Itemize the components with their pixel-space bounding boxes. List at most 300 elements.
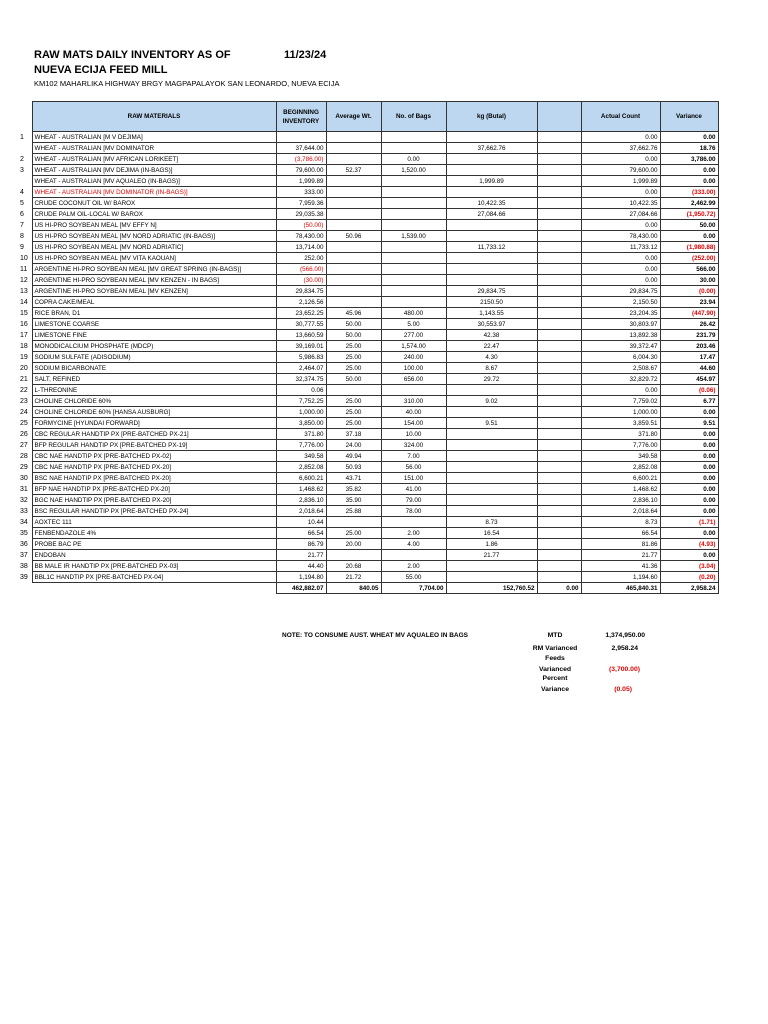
- table-row: [18, 429, 718, 440]
- row-actual: 7,776.00: [581, 440, 660, 451]
- row-number: 15: [20, 309, 28, 317]
- row-kg: [446, 187, 537, 198]
- row-average: [326, 198, 381, 209]
- row-number: 29: [20, 463, 28, 471]
- row-material: CBC NAE HANDTIP PX [PRE-BATCHED PX-02]: [32, 451, 276, 462]
- table-row: [18, 572, 718, 583]
- row-bags: [381, 264, 446, 275]
- row-bags: 0.00: [381, 154, 446, 165]
- row-variance: (1,980.88): [660, 242, 718, 253]
- row-blank: [537, 165, 581, 176]
- row-bags: 151.00: [381, 473, 446, 484]
- row-actual: 11,733.12: [581, 242, 660, 253]
- row-material: FENBENDAZOLE 4%: [32, 528, 276, 539]
- row-average: [326, 176, 381, 187]
- row-actual: 37,662.76: [581, 143, 660, 154]
- row-blank: [537, 462, 581, 473]
- row-number: 3: [20, 166, 24, 174]
- row-number: 34: [20, 518, 28, 526]
- row-average: 25.00: [326, 407, 381, 418]
- row-kg: 1,143.55: [446, 308, 537, 319]
- row-number: 20: [20, 364, 28, 372]
- row-material: US HI-PRO SOYBEAN MEAL [MV NORD ADRIATIC (IN-BAGS)]: [32, 231, 276, 242]
- row-bags: 480.00: [381, 308, 446, 319]
- row-material: MONODICALCIUM PHOSPHATE (MDCP): [32, 341, 276, 352]
- row-beginning: 39,169.01: [276, 341, 326, 352]
- row-number: 38: [20, 562, 28, 570]
- row-number: 26: [20, 430, 28, 438]
- row-beginning: (30.00): [276, 275, 326, 286]
- row-kg: [446, 572, 537, 583]
- row-actual: 7,759.02: [581, 396, 660, 407]
- row-material: WHEAT - AUSTRALIAN [M V DEJIMA]: [32, 132, 276, 143]
- row-bags: [381, 132, 446, 143]
- row-actual: 1,194.60: [581, 572, 660, 583]
- row-beginning: [276, 132, 326, 143]
- row-average: 25.00: [326, 341, 381, 352]
- row-variance: 0.00: [660, 429, 718, 440]
- total-kg: 152,760.52: [446, 583, 537, 594]
- row-variance: (1,950.72): [660, 209, 718, 220]
- row-average: 25.00: [326, 352, 381, 363]
- row-average: 25.88: [326, 506, 381, 517]
- col-kg-butal: kg (Butal): [446, 102, 537, 132]
- row-average: 35.82: [326, 484, 381, 495]
- row-beginning: 32,374.75: [276, 374, 326, 385]
- row-variance: (0.06): [660, 385, 718, 396]
- row-beginning: (566.00): [276, 264, 326, 275]
- row-material: SODIUM BICARBONATE: [32, 363, 276, 374]
- table-row: [18, 341, 718, 352]
- row-actual: 41.36: [581, 561, 660, 572]
- row-material: CHOLINE CHLORIDE 60%: [32, 396, 276, 407]
- row-material: WHEAT - AUSTRALIAN [MV DOMINATOR: [32, 143, 276, 154]
- row-bags: 277.00: [381, 330, 446, 341]
- table-row: [18, 165, 718, 176]
- row-material: ARGENTINE HI-PRO SOYBEAN MEAL [MV GREAT SPRING (IN-BAGS)]: [32, 264, 276, 275]
- row-beginning: 1,194.80: [276, 572, 326, 583]
- row-average: 50.93: [326, 462, 381, 473]
- row-actual: 349.58: [581, 451, 660, 462]
- row-material: US HI-PRO SOYBEAN MEAL [MV EFFY N]: [32, 220, 276, 231]
- row-number: 24: [20, 408, 28, 416]
- col-average-wt: Average Wt.: [326, 102, 381, 132]
- table-header-row: [18, 102, 718, 132]
- row-blank: [537, 407, 581, 418]
- col-no-of-bags: No. of Bags: [381, 102, 446, 132]
- row-kg: [446, 132, 537, 143]
- row-average: 35.90: [326, 495, 381, 506]
- row-blank: [537, 154, 581, 165]
- row-average: [326, 517, 381, 528]
- row-material: CRUDE COCONUT OIL W/ BAROX: [32, 198, 276, 209]
- table-row: [18, 220, 718, 231]
- row-kg: 29.72: [446, 374, 537, 385]
- total-beginning: 462,882.07: [276, 583, 326, 594]
- row-average: [326, 286, 381, 297]
- row-actual: 3,859.51: [581, 418, 660, 429]
- table-row: [18, 451, 718, 462]
- row-actual: 27,084.66: [581, 209, 660, 220]
- table-row: [18, 253, 718, 264]
- row-kg: 37,662.76: [446, 143, 537, 154]
- table-row: [18, 374, 718, 385]
- table-row: [18, 209, 718, 220]
- row-actual: 1,999.89: [581, 176, 660, 187]
- row-average: 52.37: [326, 165, 381, 176]
- row-variance: 0.00: [660, 231, 718, 242]
- row-bags: [381, 209, 446, 220]
- row-variance: 0.00: [660, 165, 718, 176]
- consume-note: NOTE: TO CONSUME AUST. WHEAT MV AQUALEO IN BAGS: [282, 632, 468, 639]
- row-beginning: 7,752.25: [276, 396, 326, 407]
- row-blank: [537, 451, 581, 462]
- row-beginning: 3,850.00: [276, 418, 326, 429]
- table-row: [18, 154, 718, 165]
- row-bags: [381, 198, 446, 209]
- row-kg: 27,084.66: [446, 209, 537, 220]
- row-blank: [537, 231, 581, 242]
- row-blank: [537, 275, 581, 286]
- row-material: LIMESTONE COARSE: [32, 319, 276, 330]
- report-title: RAW MATS DAILY INVENTORY AS OF: [34, 49, 231, 61]
- row-beginning: 10.44: [276, 517, 326, 528]
- row-kg: [446, 440, 537, 451]
- row-number: 6: [20, 210, 24, 218]
- row-variance: 0.00: [660, 484, 718, 495]
- row-average: 49.94: [326, 451, 381, 462]
- table-row: [18, 528, 718, 539]
- row-bags: 55.00: [381, 572, 446, 583]
- row-kg: [446, 275, 537, 286]
- mill-address: KM102 MAHARLIKA HIGHWAY BRGY MAGPAPALAYOK SAN LEONARDO, NUEVA ECIJA: [34, 79, 340, 88]
- row-actual: 6,004.30: [581, 352, 660, 363]
- row-bags: [381, 176, 446, 187]
- row-material: ENDOBAN: [32, 550, 276, 561]
- row-variance: 203.46: [660, 341, 718, 352]
- row-bags: [381, 517, 446, 528]
- col-beginning-inventory: BEGINNING INVENTORY: [276, 102, 326, 132]
- row-bags: 56.00: [381, 462, 446, 473]
- row-material: WHEAT - AUSTRALIAN [MV DEJIMA (IN-BAGS)]: [32, 165, 276, 176]
- row-beginning: 37,644.00: [276, 143, 326, 154]
- row-blank: [537, 176, 581, 187]
- total-average: 840.05: [326, 583, 381, 594]
- table-row: [18, 550, 718, 561]
- row-blank: [537, 550, 581, 561]
- row-average: [326, 220, 381, 231]
- row-average: [326, 297, 381, 308]
- row-blank: [537, 473, 581, 484]
- row-average: 45.96: [326, 308, 381, 319]
- row-actual: 1,468.62: [581, 484, 660, 495]
- row-kg: 2150.50: [446, 297, 537, 308]
- row-bags: [381, 253, 446, 264]
- row-bags: 324.00: [381, 440, 446, 451]
- row-number: 2: [20, 155, 24, 163]
- row-kg: [446, 231, 537, 242]
- row-average: 21.72: [326, 572, 381, 583]
- row-kg: 16.54: [446, 528, 537, 539]
- row-material: US HI-PRO SOYBEAN MEAL [MV NORD ADRIATIC]: [32, 242, 276, 253]
- total-bags: 7,704.00: [381, 583, 446, 594]
- row-material: CBC REGULAR HANDTIP PX [PRE-BATCHED PX-21]: [32, 429, 276, 440]
- row-blank: [537, 198, 581, 209]
- row-blank: [537, 484, 581, 495]
- row-actual: 0.00: [581, 264, 660, 275]
- row-material: SALT, REFINED: [32, 374, 276, 385]
- row-variance: 0.00: [660, 495, 718, 506]
- row-bags: 10.00: [381, 429, 446, 440]
- row-variance: 0.00: [660, 506, 718, 517]
- row-kg: [446, 253, 537, 264]
- table-row: [18, 143, 718, 154]
- row-material: WHEAT - AUSTRALIAN [MV AFRICAN LORIKEET]: [32, 154, 276, 165]
- row-bags: [381, 297, 446, 308]
- row-bags: 1,539.00: [381, 231, 446, 242]
- table-row: [18, 495, 718, 506]
- row-variance: 566.00: [660, 264, 718, 275]
- total-variance: 2,958.24: [660, 583, 718, 594]
- row-average: [326, 154, 381, 165]
- row-average: 25.00: [326, 363, 381, 374]
- rm-varianced-label: RM Varianced: [532, 645, 578, 652]
- row-bags: [381, 286, 446, 297]
- row-beginning: 13,714.00: [276, 242, 326, 253]
- row-beginning: 21.77: [276, 550, 326, 561]
- table-row: [18, 561, 718, 572]
- row-beginning: 2,852.08: [276, 462, 326, 473]
- row-blank: [537, 517, 581, 528]
- row-number: 33: [20, 507, 28, 515]
- row-number: 32: [20, 496, 28, 504]
- row-blank: [537, 385, 581, 396]
- col-variance: Variance: [660, 102, 718, 132]
- row-beginning: 7,959.36: [276, 198, 326, 209]
- row-actual: 0.00: [581, 385, 660, 396]
- row-number: 27: [20, 441, 28, 449]
- row-number: 16: [20, 320, 28, 328]
- table-row: [18, 308, 718, 319]
- row-kg: 8.67: [446, 363, 537, 374]
- row-kg: [446, 473, 537, 484]
- row-actual: 2,836.10: [581, 495, 660, 506]
- row-bags: 100.00: [381, 363, 446, 374]
- row-material: CBC NAE HANDTIP PX [PRE-BATCHED PX-20]: [32, 462, 276, 473]
- row-kg: [446, 462, 537, 473]
- row-bags: 1,520.00: [381, 165, 446, 176]
- row-number: 8: [20, 232, 24, 240]
- row-blank: [537, 528, 581, 539]
- row-average: 20.68: [326, 561, 381, 572]
- row-beginning: 78,430.00: [276, 231, 326, 242]
- row-number: [18, 176, 32, 187]
- row-beginning: 2,126.56: [276, 297, 326, 308]
- row-blank: [537, 319, 581, 330]
- row-actual: 2,852.08: [581, 462, 660, 473]
- row-blank: [537, 242, 581, 253]
- table-row: [18, 297, 718, 308]
- row-average: 50.00: [326, 374, 381, 385]
- row-beginning: 79,600.00: [276, 165, 326, 176]
- row-bags: 310.00: [381, 396, 446, 407]
- row-variance: 0.00: [660, 528, 718, 539]
- row-number: 12: [20, 276, 28, 284]
- row-beginning: 1,468.62: [276, 484, 326, 495]
- row-kg: 9.51: [446, 418, 537, 429]
- row-material: US HI-PRO SOYBEAN MEAL [MV VITA KAOUAN]: [32, 253, 276, 264]
- table-row: [18, 319, 718, 330]
- table-row: [18, 231, 718, 242]
- row-kg: 30,553.97: [446, 319, 537, 330]
- row-blank: [537, 429, 581, 440]
- row-kg: [446, 165, 537, 176]
- row-kg: [446, 506, 537, 517]
- inventory-table: [18, 101, 719, 594]
- row-blank: [537, 396, 581, 407]
- row-beginning: 66.54: [276, 528, 326, 539]
- row-bags: 7.00: [381, 451, 446, 462]
- row-variance: 454.97: [660, 374, 718, 385]
- row-variance: 6.77: [660, 396, 718, 407]
- row-blank: [537, 539, 581, 550]
- row-blank: [537, 341, 581, 352]
- row-beginning: 252.00: [276, 253, 326, 264]
- row-number: 14: [20, 298, 28, 306]
- row-kg: 22.47: [446, 341, 537, 352]
- table-row: [18, 473, 718, 484]
- row-beginning: 333.00: [276, 187, 326, 198]
- row-number: 21: [20, 375, 28, 383]
- row-blank: [537, 220, 581, 231]
- row-variance: 0.00: [660, 407, 718, 418]
- varianced-value: (3,700.00): [609, 666, 640, 673]
- row-bags: 240.00: [381, 352, 446, 363]
- table-row: [18, 176, 718, 187]
- row-kg: 42.38: [446, 330, 537, 341]
- mtd-value: 1,374,950.00: [605, 632, 645, 639]
- row-variance: 0.00: [660, 462, 718, 473]
- table-row: [18, 418, 718, 429]
- row-variance: (1.71): [660, 517, 718, 528]
- row-kg: 29,834.75: [446, 286, 537, 297]
- row-average: [326, 550, 381, 561]
- feeds-label: Feeds: [545, 655, 565, 662]
- row-variance: (0.20): [660, 572, 718, 583]
- row-number: 28: [20, 452, 28, 460]
- row-bags: 154.00: [381, 418, 446, 429]
- row-material: AOXTEC 111: [32, 517, 276, 528]
- row-average: [326, 385, 381, 396]
- row-beginning: 13,660.59: [276, 330, 326, 341]
- row-variance: 44.60: [660, 363, 718, 374]
- table-row: [18, 484, 718, 495]
- table-row: [18, 187, 718, 198]
- row-material: ARGENTINE HI-PRO SOYBEAN MEAL [MV KENZEN]: [32, 286, 276, 297]
- row-blank: [537, 495, 581, 506]
- row-kg: 9.02: [446, 396, 537, 407]
- row-bags: 78.00: [381, 506, 446, 517]
- row-actual: 30,803.97: [581, 319, 660, 330]
- row-material: BB MALE IR HANDTIP PX [PRE-BATCHED PX-03]: [32, 561, 276, 572]
- row-material: FORMYCINE [HYUNDAI FORWARD]: [32, 418, 276, 429]
- table-row: [18, 132, 718, 143]
- row-variance: (4.93): [660, 539, 718, 550]
- table-row: [18, 363, 718, 374]
- row-bags: 2.00: [381, 528, 446, 539]
- row-variance: 9.51: [660, 418, 718, 429]
- row-kg: [446, 484, 537, 495]
- row-blank: [537, 286, 581, 297]
- row-material: BSC NAE HANDTIP PX [PRE-BATCHED PX-20]: [32, 473, 276, 484]
- row-number: 31: [20, 485, 28, 493]
- row-actual: 32,829.72: [581, 374, 660, 385]
- row-blank: [537, 352, 581, 363]
- row-beginning: 44.40: [276, 561, 326, 572]
- row-number: 37: [20, 551, 28, 559]
- row-actual: 79,600.00: [581, 165, 660, 176]
- row-average: 50.00: [326, 319, 381, 330]
- row-actual: 0.00: [581, 275, 660, 286]
- row-variance: 0.00: [660, 550, 718, 561]
- row-actual: 66.54: [581, 528, 660, 539]
- col-raw-materials: RAW MATERIALS: [32, 102, 276, 132]
- row-number: 7: [20, 221, 24, 229]
- row-bags: 41.00: [381, 484, 446, 495]
- varianced-label: Varianced: [538, 666, 572, 673]
- row-number: 10: [20, 254, 28, 262]
- row-variance: 0.00: [660, 473, 718, 484]
- totals-row: [18, 583, 718, 594]
- variance-label: Variance: [541, 686, 569, 693]
- row-material: WHEAT - AUSTRALIAN [MV DOMINATOR (IN-BAGS)]: [32, 187, 276, 198]
- row-kg: 21.77: [446, 550, 537, 561]
- row-actual: 6,600.21: [581, 473, 660, 484]
- row-beginning: 2,464.07: [276, 363, 326, 374]
- row-kg: [446, 561, 537, 572]
- row-number: 25: [20, 419, 28, 427]
- row-actual: 13,892.38: [581, 330, 660, 341]
- row-variance: 0.00: [660, 176, 718, 187]
- row-number: 4: [20, 188, 24, 196]
- row-bags: [381, 143, 446, 154]
- row-material: BBL1C HANDTIP PX [PRE-BATCHED PX-04]: [32, 572, 276, 583]
- row-kg: [446, 154, 537, 165]
- row-beginning: 371.80: [276, 429, 326, 440]
- row-beginning: 349.58: [276, 451, 326, 462]
- row-actual: 10,422.35: [581, 198, 660, 209]
- row-actual: 2,018.64: [581, 506, 660, 517]
- row-actual: 8.73: [581, 517, 660, 528]
- table-row: [18, 198, 718, 209]
- row-number: 30: [20, 474, 28, 482]
- row-material: COPRA CAKE/MEAL: [32, 297, 276, 308]
- row-material: SODIUM SULFATE (ADISODIUM): [32, 352, 276, 363]
- row-kg: 8.73: [446, 517, 537, 528]
- total-actual: 465,840.31: [581, 583, 660, 594]
- row-variance: (447.90): [660, 308, 718, 319]
- row-actual: 21.77: [581, 550, 660, 561]
- row-blank: [537, 561, 581, 572]
- row-actual: 1,000.00: [581, 407, 660, 418]
- row-number: 39: [20, 573, 28, 581]
- row-beginning: 6,600.21: [276, 473, 326, 484]
- row-number: 5: [20, 199, 24, 207]
- row-variance: (252.00): [660, 253, 718, 264]
- row-variance: 3,786.00: [660, 154, 718, 165]
- table-row: [18, 407, 718, 418]
- table-row: [18, 396, 718, 407]
